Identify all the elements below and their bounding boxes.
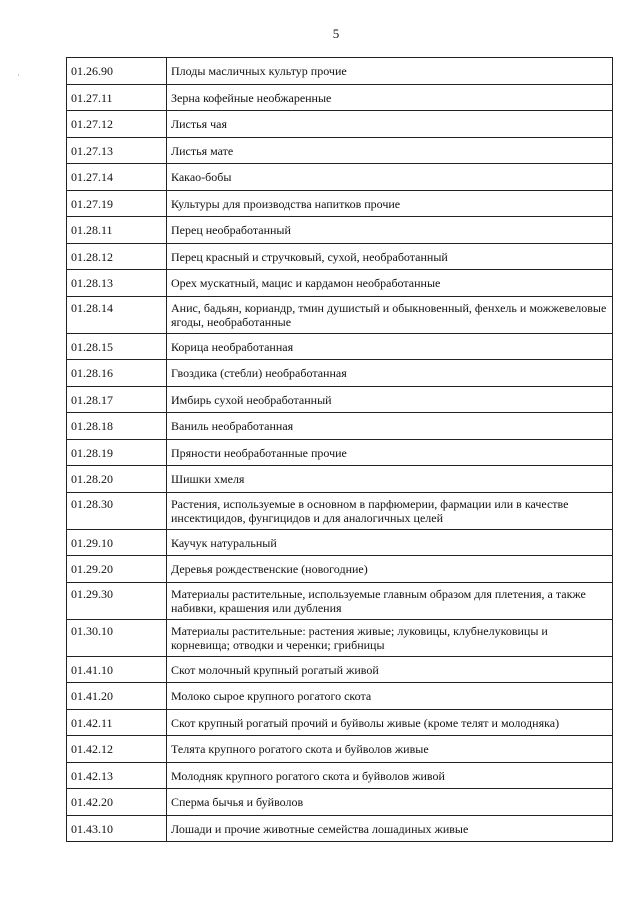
table-row	[67, 333, 613, 360]
table-row	[67, 111, 613, 138]
row-code: 01.29.20	[67, 556, 167, 583]
table-row	[67, 815, 613, 842]
table-row	[67, 762, 613, 789]
row-name: Листья мате	[167, 137, 613, 164]
row-name: Молоко сырое крупного рогатого скота	[167, 683, 613, 710]
table-row	[67, 656, 613, 683]
table-row	[67, 217, 613, 244]
row-name: Гвоздика (стебли) необработанная	[167, 360, 613, 387]
row-code: 01.29.30	[67, 582, 167, 619]
row-code: 01.28.14	[67, 296, 167, 333]
row-code: 01.28.15	[67, 333, 167, 360]
row-name: Материалы растительные: растения живые; луковицы, клубнелуковицы и корневища; отводки и черенки; грибницы	[167, 619, 613, 656]
row-name: Имбирь сухой необработанный	[167, 386, 613, 413]
table-row	[67, 137, 613, 164]
row-code: 01.28.30	[67, 492, 167, 529]
table-row	[67, 619, 613, 656]
table-row	[67, 529, 613, 556]
row-code: 01.29.10	[67, 529, 167, 556]
table-row	[67, 386, 613, 413]
row-name: Лошади и прочие животные семейства лошадиных живые	[167, 815, 613, 842]
table-row	[67, 556, 613, 583]
row-name: Молодняк крупного рогатого скота и буйволов живой	[167, 762, 613, 789]
table-row	[67, 439, 613, 466]
row-name: Деревья рождественские (новогодние)	[167, 556, 613, 583]
row-name: Скот крупный рогатый прочий и буйволы живые (кроме телят и молодняка)	[167, 709, 613, 736]
table-row	[67, 296, 613, 333]
row-name: Орех мускатный, мацис и кардамон необработанные	[167, 270, 613, 297]
row-code: 01.28.19	[67, 439, 167, 466]
row-name: Зерна кофейные необжаренные	[167, 84, 613, 111]
row-code: 01.28.11	[67, 217, 167, 244]
table-row	[67, 582, 613, 619]
row-name: Каучук натуральный	[167, 529, 613, 556]
row-name: Пряности необработанные прочие	[167, 439, 613, 466]
row-code: 01.28.18	[67, 413, 167, 440]
row-code: 01.27.11	[67, 84, 167, 111]
row-code: 01.42.11	[67, 709, 167, 736]
row-code: 01.42.20	[67, 789, 167, 816]
table-row	[67, 164, 613, 191]
row-code: 01.27.13	[67, 137, 167, 164]
row-code: 01.27.14	[67, 164, 167, 191]
table-row	[67, 683, 613, 710]
table-row	[67, 360, 613, 387]
row-code: 01.28.12	[67, 243, 167, 270]
table-row	[67, 84, 613, 111]
row-name: Ваниль необработанная	[167, 413, 613, 440]
row-name: Перец красный и стручковый, сухой, необработанный	[167, 243, 613, 270]
row-code: 01.42.12	[67, 736, 167, 763]
table-row	[67, 709, 613, 736]
row-name: Культуры для производства напитков прочие	[167, 190, 613, 217]
row-code: 01.43.10	[67, 815, 167, 842]
row-name: Листья чая	[167, 111, 613, 138]
row-name: Корица необработанная	[167, 333, 613, 360]
table-row	[67, 190, 613, 217]
row-name: Какао-бобы	[167, 164, 613, 191]
row-code: 01.28.20	[67, 466, 167, 493]
table-row	[67, 736, 613, 763]
row-name: Растения, используемые в основном в парфюмерии, фармации или в качестве инсектицидов, фунгицидов и для аналогичных целей	[167, 492, 613, 529]
row-code: 01.27.19	[67, 190, 167, 217]
row-code: 01.28.13	[67, 270, 167, 297]
row-code: 01.30.10	[67, 619, 167, 656]
table-row	[67, 466, 613, 493]
row-code: 01.41.20	[67, 683, 167, 710]
row-name: Анис, бадьян, кориандр, тмин душистый и обыкновенный, фенхель и можжевеловые ягоды, необработанные	[167, 296, 613, 333]
row-name: Шишки хмеля	[167, 466, 613, 493]
row-code: 01.28.17	[67, 386, 167, 413]
row-code: 01.27.12	[67, 111, 167, 138]
row-name: Материалы растительные, используемые главным образом для плетения, а также набивки, крашения или дубления	[167, 582, 613, 619]
row-code: 01.41.10	[67, 656, 167, 683]
margin-scan-mark: ·	[17, 70, 20, 80]
row-code: 01.28.16	[67, 360, 167, 387]
page-number: 5	[332, 26, 340, 41]
classification-table	[66, 57, 613, 842]
table-row	[67, 492, 613, 529]
row-name: Скот молочный крупный рогатый живой	[167, 656, 613, 683]
table-row	[67, 413, 613, 440]
row-name: Плоды масличных культур прочие	[167, 58, 613, 85]
table-row	[67, 58, 613, 85]
row-name: Перец необработанный	[167, 217, 613, 244]
row-code: 01.26.90	[67, 58, 167, 85]
row-code: 01.42.13	[67, 762, 167, 789]
row-name: Сперма бычья и буйволов	[167, 789, 613, 816]
table-row	[67, 270, 613, 297]
table-row	[67, 789, 613, 816]
table-row	[67, 243, 613, 270]
row-name: Телята крупного рогатого скота и буйволов живые	[167, 736, 613, 763]
